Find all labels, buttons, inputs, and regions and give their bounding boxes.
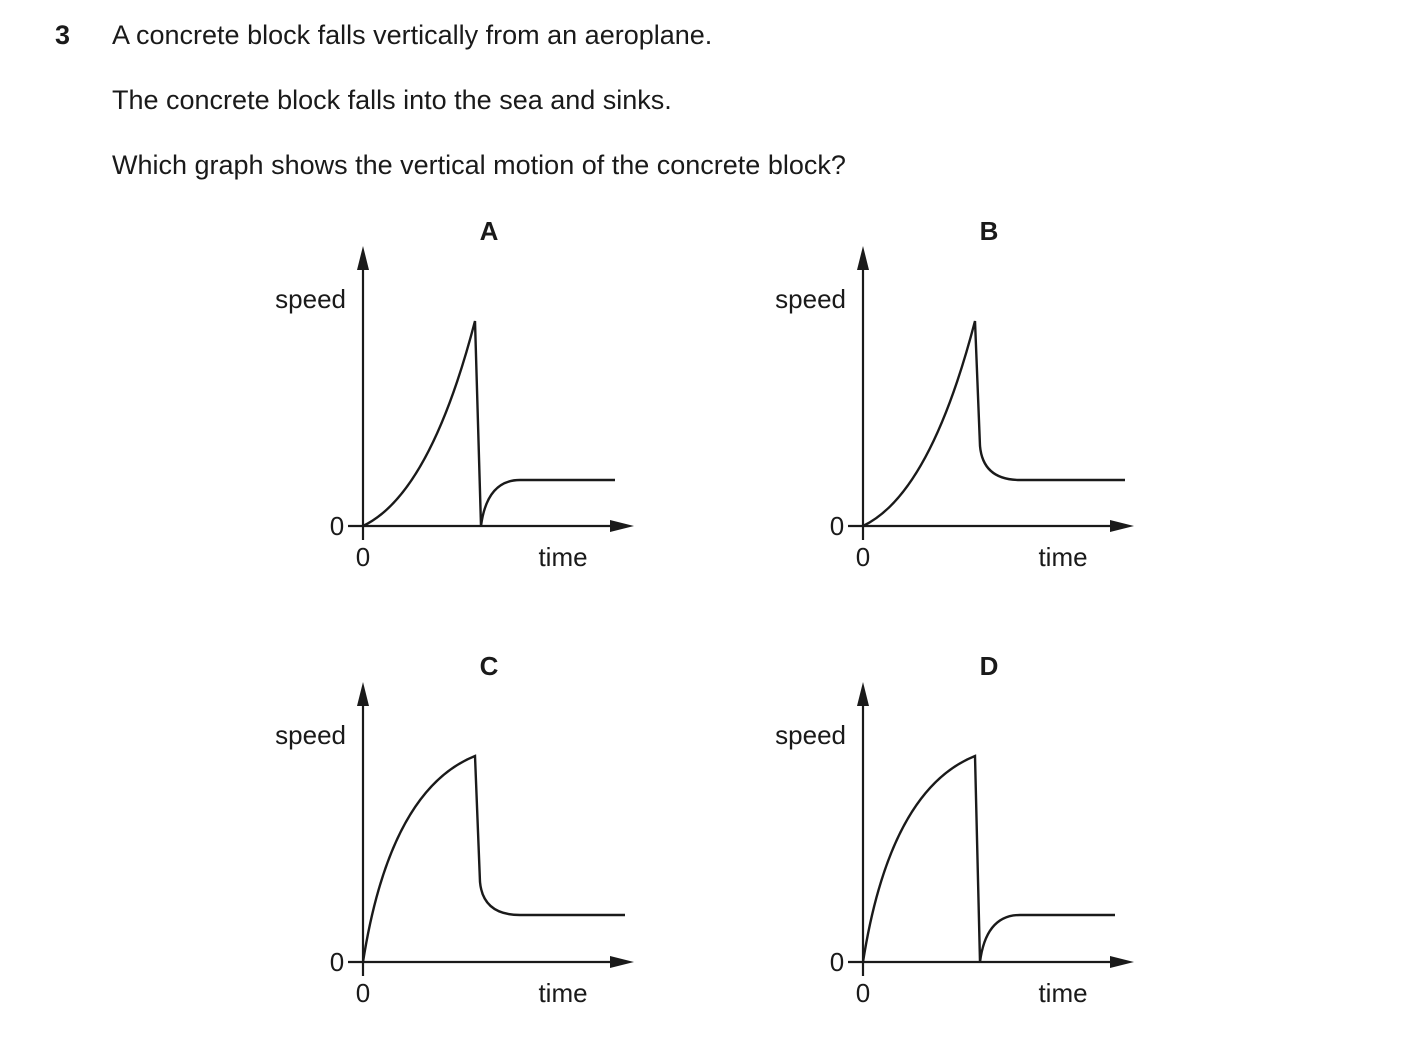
graph-a-xlabel: time <box>538 542 588 572</box>
graph-c-curve <box>363 756 625 962</box>
graph-a[interactable] <box>275 216 634 572</box>
graph-a-origin-x: 0 <box>355 542 371 572</box>
graph-c-y-arrow <box>357 682 369 706</box>
graph-b-ylabel: speed <box>775 284 846 314</box>
graph-b-x-arrow <box>1110 520 1134 532</box>
graph-c-origin-y: 0 <box>329 947 345 977</box>
graph-b-origin-x: 0 <box>855 542 871 572</box>
graph-b[interactable] <box>775 216 1134 572</box>
graph-d-y-arrow <box>857 682 869 706</box>
graph-a-letter: A <box>479 216 499 246</box>
graph-d-x-arrow <box>1110 956 1134 968</box>
graph-a-origin-y: 0 <box>329 511 345 541</box>
graph-c-ylabel: speed <box>275 720 346 750</box>
graph-b-origin-y: 0 <box>829 511 845 541</box>
graph-d-origin-x: 0 <box>855 978 871 1008</box>
graph-a-ylabel: speed <box>275 284 346 314</box>
graph-d-origin-y: 0 <box>829 947 845 977</box>
graph-c-letter: C <box>479 651 499 681</box>
question-line-3: Which graph shows the vertical motion of the concrete block? <box>112 150 846 180</box>
graph-a-curve <box>363 321 615 526</box>
question-line-1: A concrete block falls vertically from an aeroplane. <box>112 20 713 50</box>
graph-c-xlabel: time <box>538 978 588 1008</box>
question-number: 3 <box>55 20 71 50</box>
graph-c-origin-x: 0 <box>355 978 371 1008</box>
graph-d-curve <box>863 756 1115 962</box>
graph-d-xlabel: time <box>1038 978 1088 1008</box>
graph-d-ylabel: speed <box>775 720 846 750</box>
graph-c-x-arrow <box>610 956 634 968</box>
graph-d-letter: D <box>979 651 999 681</box>
graph-a-y-arrow <box>357 246 369 270</box>
graph-b-letter: B <box>979 216 999 246</box>
graph-b-curve <box>863 321 1125 526</box>
graph-a-x-arrow <box>610 520 634 532</box>
graph-b-xlabel: time <box>1038 542 1088 572</box>
graph-d[interactable] <box>775 651 1134 1008</box>
graph-c[interactable] <box>275 651 634 1008</box>
question-line-2: The concrete block falls into the sea and sinks. <box>112 85 672 115</box>
graph-b-y-arrow <box>857 246 869 270</box>
